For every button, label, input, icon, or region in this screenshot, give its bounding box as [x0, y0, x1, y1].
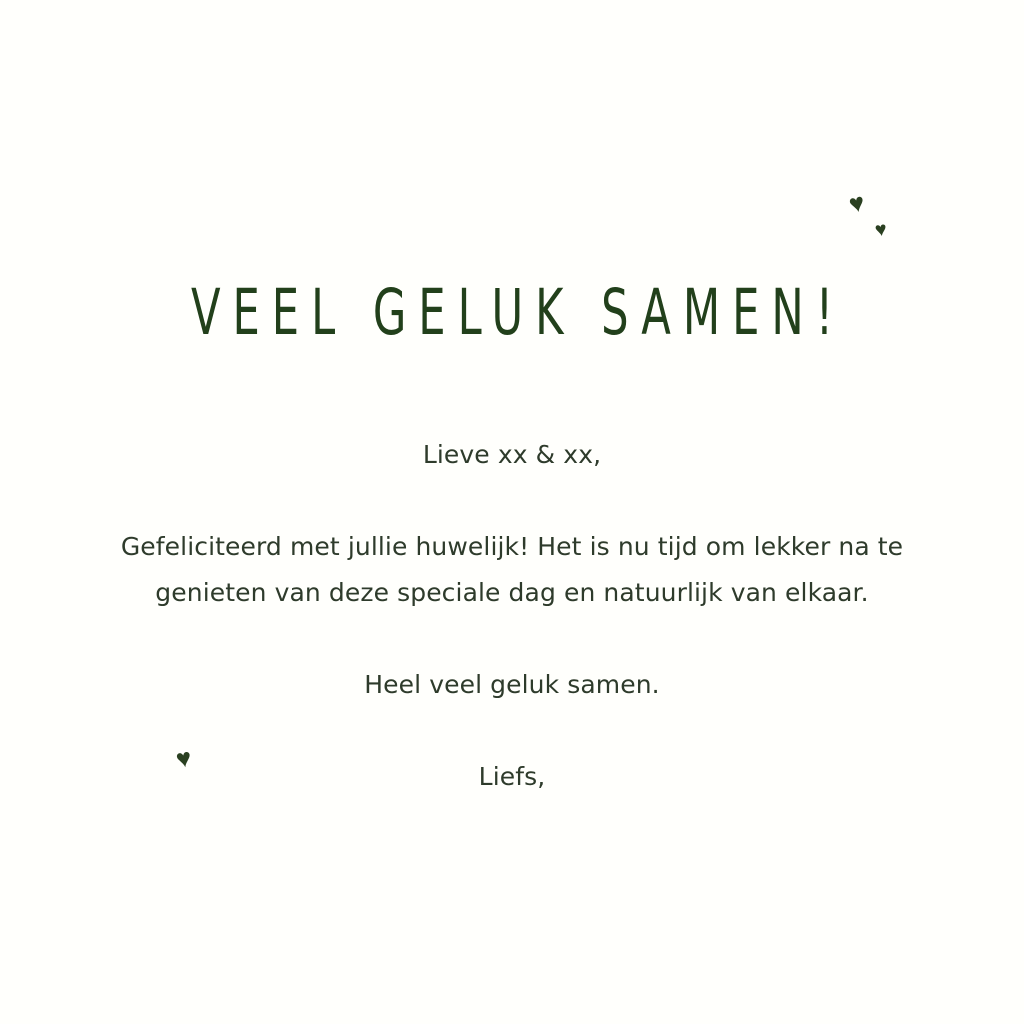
message-spacer-1	[62, 478, 962, 524]
message-spacer-3	[62, 708, 962, 754]
card-title: VEEL GELUK SAMEN!	[190, 276, 845, 351]
message-spacer-2	[62, 616, 962, 662]
heart-icon-bottom-left: ♥	[173, 741, 194, 775]
message-greeting: Lieve xx & xx,	[422, 440, 602, 469]
heart-icon-top-right-small: ♥	[873, 218, 889, 242]
heart-icon-top-right-large: ♥	[846, 186, 868, 220]
message-wish: Heel veel geluk samen.	[364, 670, 660, 699]
card-message	[62, 432, 962, 800]
message-body: Gefeliciteerd met jullie huwelijk! Het is nu tijd om lekker na te genieten van deze speciale dag en natuurlijk van elkaar.	[120, 532, 904, 607]
message-signoff: Liefs,	[478, 762, 546, 791]
